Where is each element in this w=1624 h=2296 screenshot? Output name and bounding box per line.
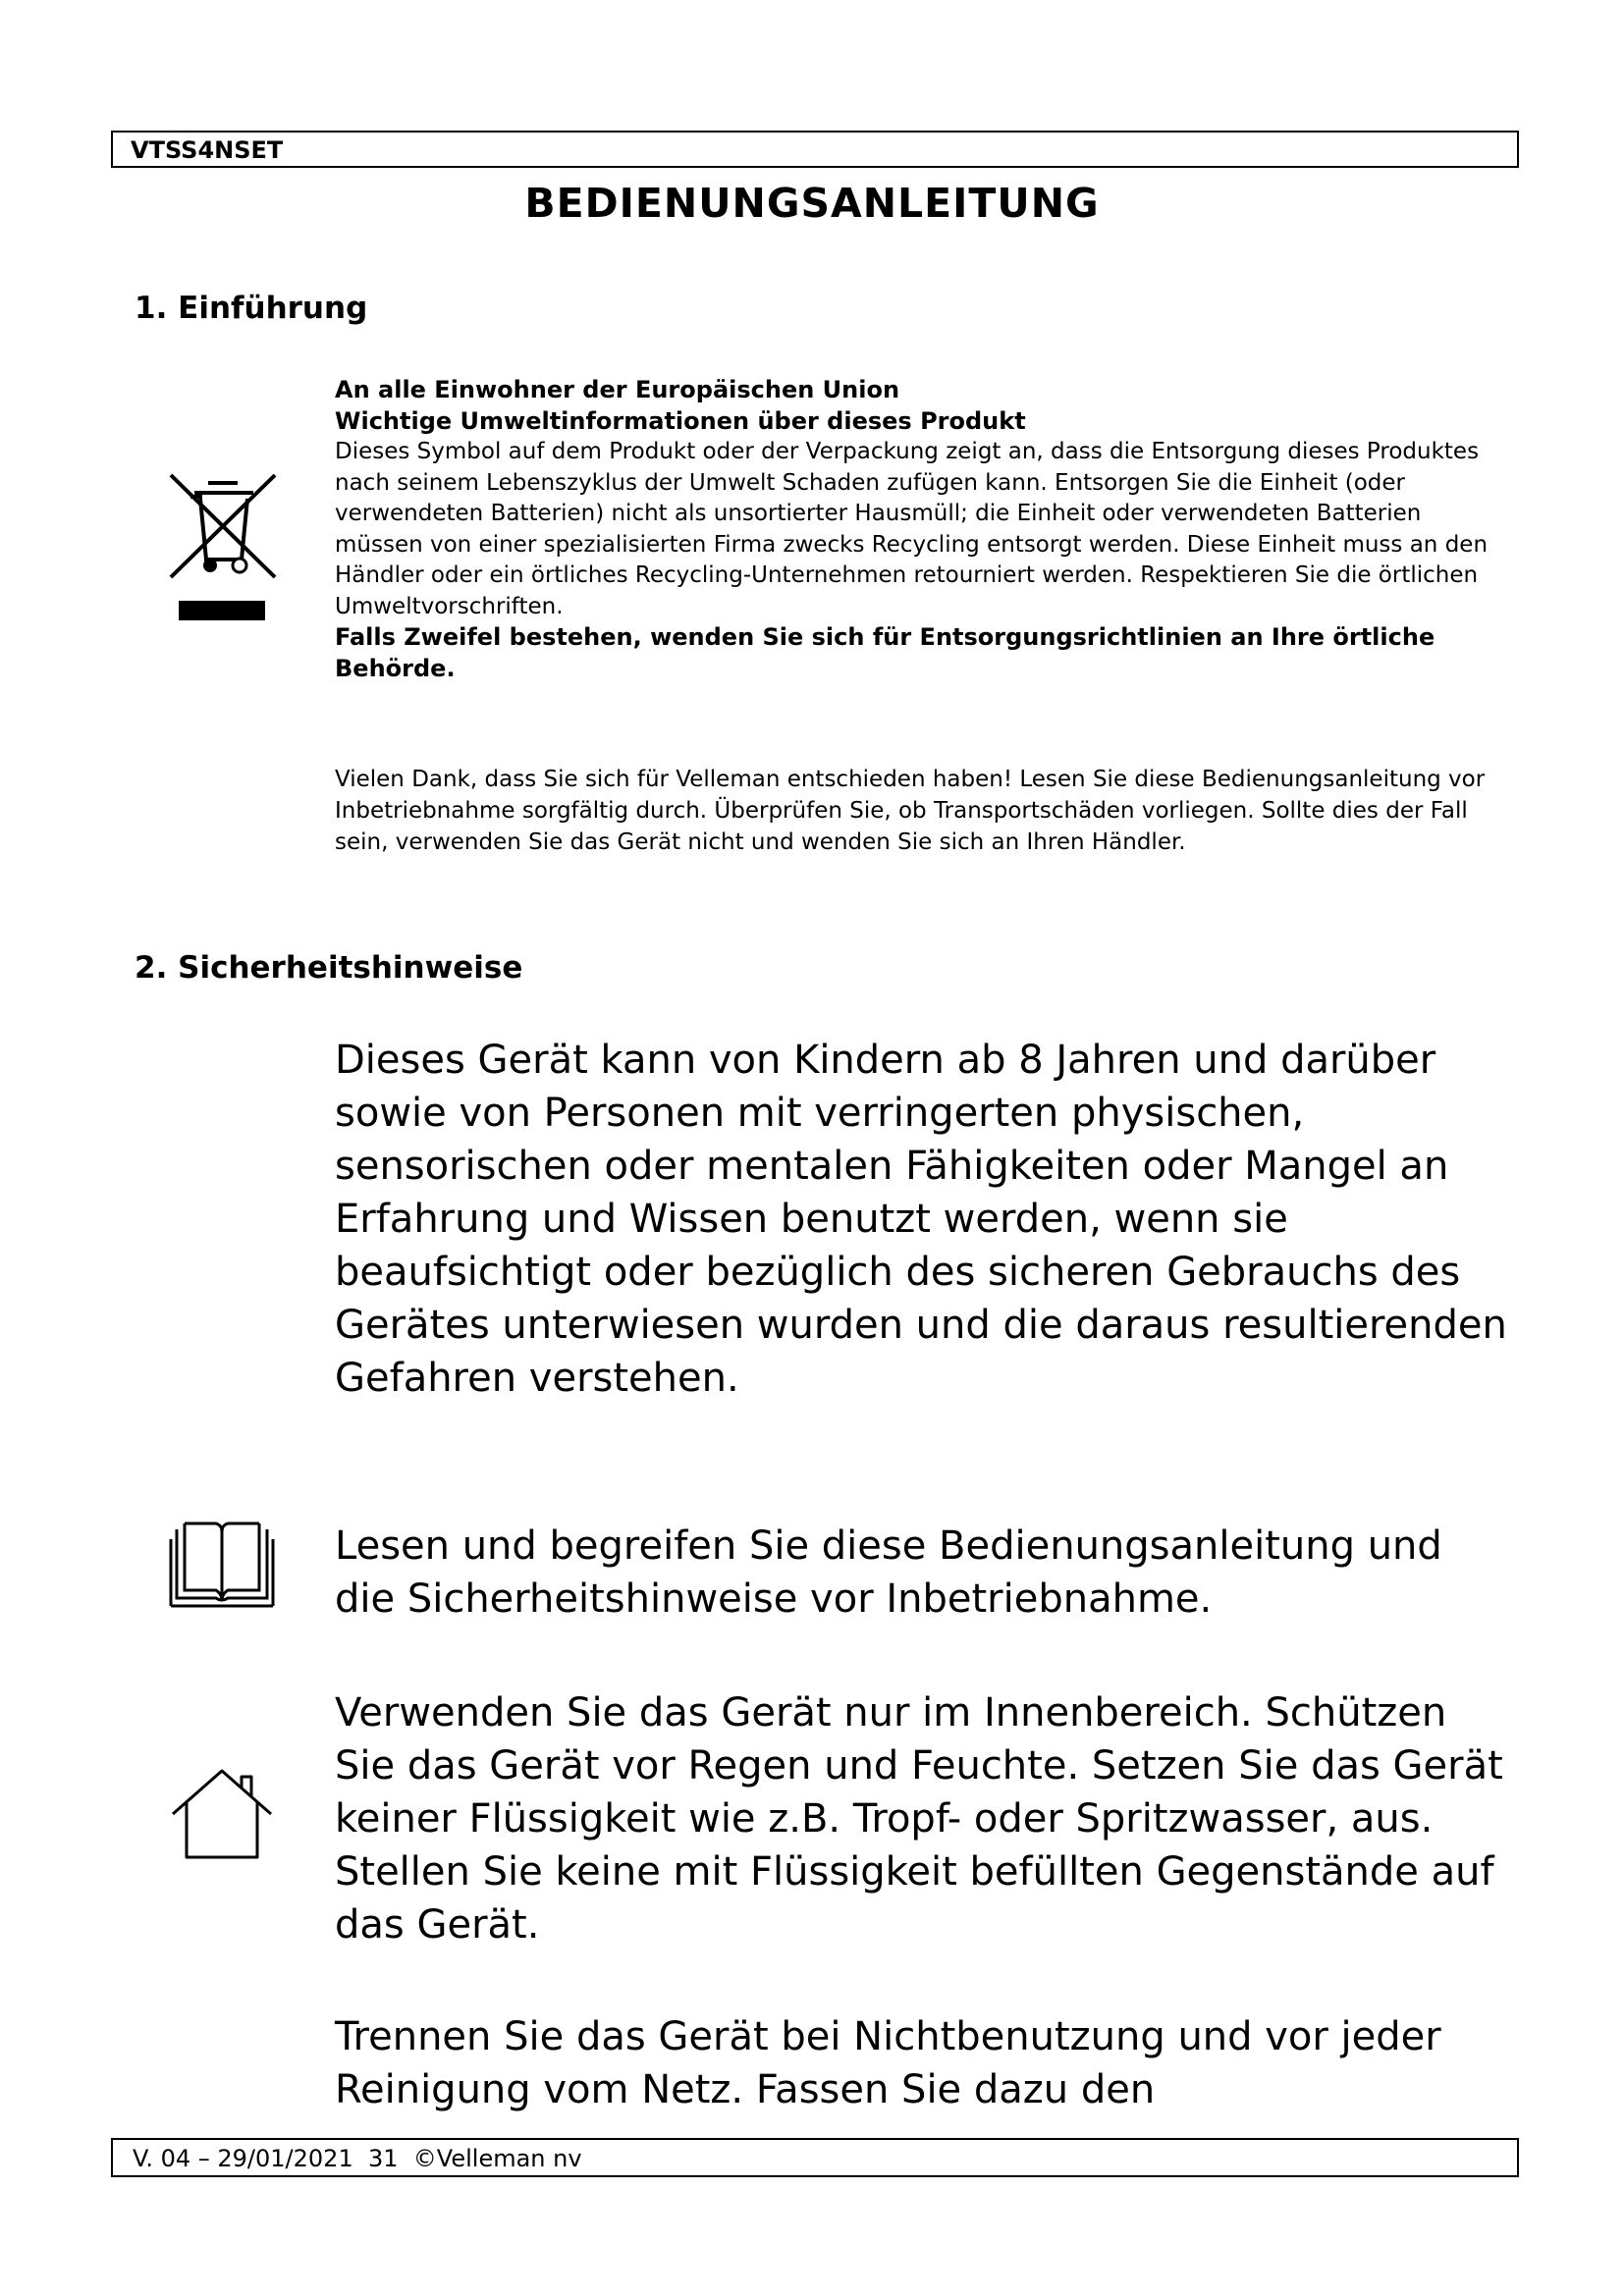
footer-box: [111, 2138, 1519, 2177]
section-heading-safety: 2. Sicherheitshinweise: [135, 950, 523, 986]
footer-line: [133, 2145, 582, 2172]
weee-heading-2: Wichtige Umweltinformationen über dieses Produkt: [335, 406, 1026, 435]
weee-closing: Falls Zweifel bestehen, wenden Sie sich für Entsorgungsrichtlinien an Ihre örtliche Behörde.: [335, 623, 1435, 682]
weee-body: Dieses Symbol auf dem Produkt oder der Verpackung zeigt an, dass die Entsorgung dieses Produktes nach seinem Lebenszyklus der Umwelt Schaden zufügen kann. Entsorgen Sie die Einheit (oder verwendeten Batterien) nicht als unsortierter Hausmüll; die Einheit oder verwendeten Batterien müssen von einer spezialisierten Firma zwecks Recycling entsorgt werden. Diese Einheit muss an den Händler oder ein örtliches Recycling-Unternehmen retourniert werden. Respektieren Sie die örtlichen Umweltvorschriften.: [335, 439, 1489, 619]
safety-item-indoor-use: Verwenden Sie das Gerät nur im Innenbereich. Schützen Sie das Gerät vor Regen und Feuchte. Setzen Sie das Gerät keiner Flüssigkeit wie z.B. Tropf- oder Spritzwasser, aus. Stellen Sie keine mit Flüssigkeit befüllten Gegenstände auf das Gerät.: [335, 1690, 1503, 1948]
weee-bin-icon: [167, 469, 277, 626]
house-icon: [169, 1767, 275, 1865]
footer-version: V. 04 – 29/01/2021: [133, 2145, 353, 2172]
safety-item-read-manual: Lesen und begreifen Sie diese Bedienungsanleitung und die Sicherheitshinweise vor Inbetriebnahme.: [335, 1523, 1442, 1622]
section-heading-introduction: 1. Einführung: [135, 291, 368, 326]
weee-notice: [335, 375, 1493, 684]
weee-heading-1: An alle Einwohner der Europäischen Union: [335, 376, 900, 403]
header-box: [111, 131, 1519, 168]
thanks-paragraph: Vielen Dank, dass Sie sich für Velleman entschieden haben! Lesen Sie diese Bedienungsanleitung vor Inbetriebnahme sorgfältig durch. Überprüfen Sie, ob Transportschäden vorliegen. Sollte dies der Fall sein, verwenden Sie das Gerät nicht und wenden Sie sich an Ihren Händler.: [335, 767, 1486, 855]
safety-item-disconnect: Trennen Sie das Gerät bei Nichtbenutzung und vor jeder Reinigung vom Netz. Fassen Sie dazu den: [335, 2014, 1441, 2112]
safety-item-children: Dieses Gerät kann von Kindern ab 8 Jahren und darüber sowie von Personen mit verringerten physischen, sensorischen oder mentalen Fähigkeiten oder Mangel an Erfahrung und Wissen benutzt werden, wenn sie beaufsichtigt oder bezüglich des sicheren Gebrauchs des Gerätes unterwiesen wurden und die daraus resultierenden Gefahren verstehen.: [335, 1038, 1507, 1401]
footer-page-number: 31: [367, 2145, 399, 2172]
footer-copyright: ©Velleman nv: [412, 2145, 582, 2172]
page-title: BEDIENUNGSANLEITUNG: [524, 180, 1100, 227]
book-icon: [169, 1520, 275, 1610]
model-code: VTSS4NSET: [131, 136, 284, 164]
